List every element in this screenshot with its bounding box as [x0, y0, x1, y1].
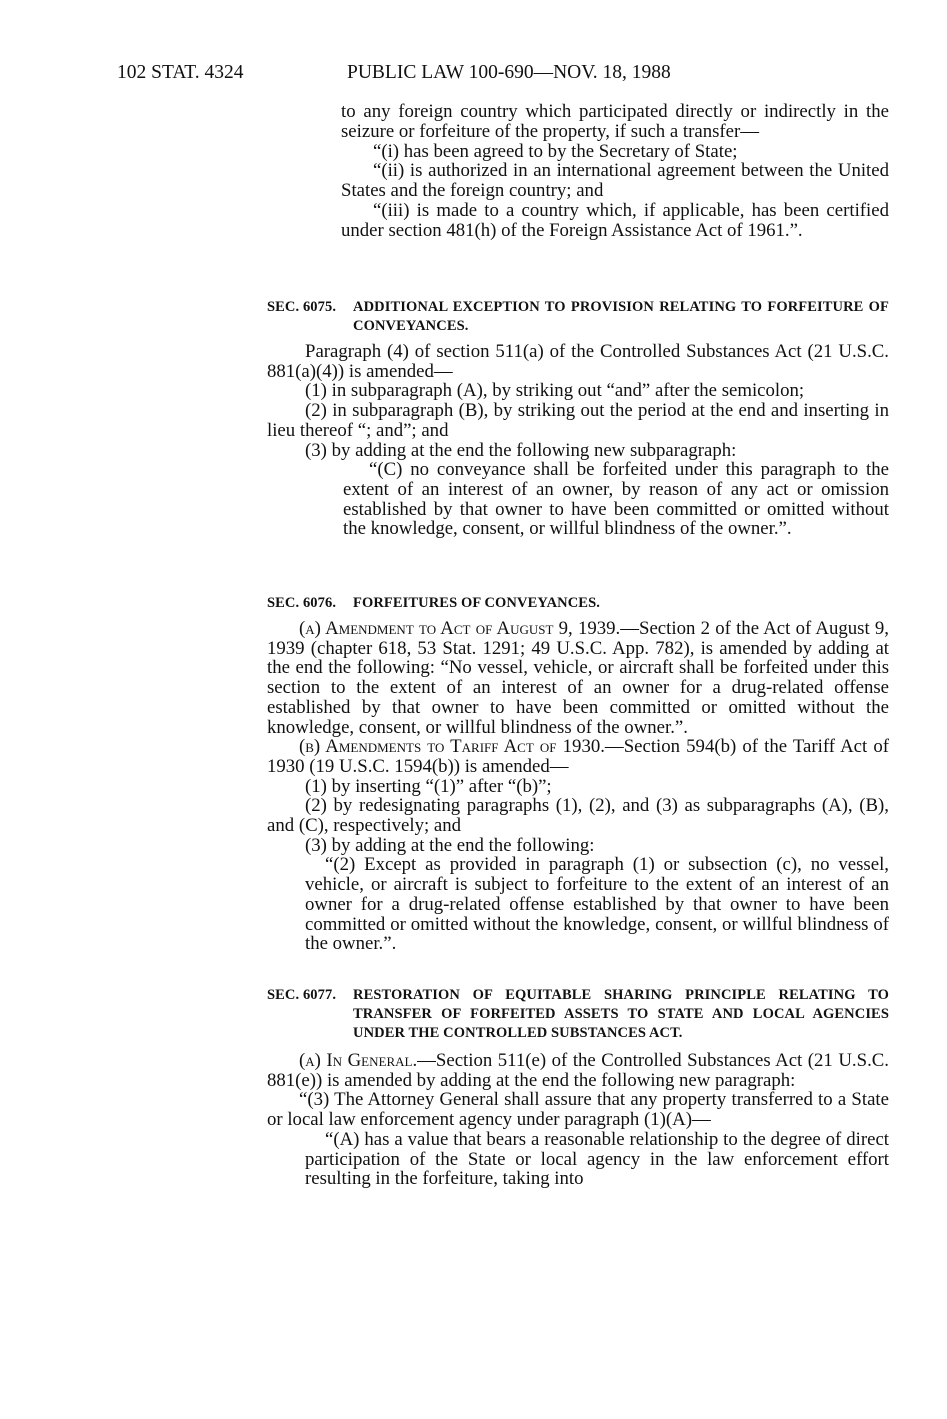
section-6077-heading [267, 986, 889, 1043]
subsection-a [267, 619, 889, 737]
subsection-a-text: —Section 511(e) of the Controlled Substances Act (21 U.S.C. 881(e)) is amended by adding at the end the following new paragraph: [267, 1050, 889, 1091]
continuation-block [341, 102, 889, 241]
subsection-b-para-3: (3) by adding at the end the following: [305, 834, 595, 856]
running-title: PUBLIC LAW 100-690—NOV. 18, 1988 [347, 62, 671, 83]
stat-page-number: 102 STAT. 4324 [117, 62, 244, 83]
section-title: FORFEITURES OF CONVEYANCES. [353, 595, 600, 611]
subsection-b-heading: (b) Amendments to Tariff Act of [299, 736, 557, 758]
section-6075-para-3: (3) by adding at the end the following new subparagraph: [305, 439, 737, 461]
section-title: RESTORATION OF EQUITABLE SHARING PRINCIPLE RELATING TO TRANSFER OF FORFEITED ASSETS TO STATE AND LOCAL AGENCIES UNDER THE CONTROLLED SUBSTANCES ACT. [353, 987, 889, 1041]
subsection-a-date: 9, 1939. [553, 618, 621, 639]
clause-ii: “(ii) is authorized in an international agreement between the United States and the foreign country; and [341, 160, 889, 202]
section-6075-para-1: (1) in subparagraph (A), by striking out “and” after the semicolon; [305, 380, 805, 402]
subsection-b-para-1: (1) by inserting “(1)” after “(b)”; [305, 775, 552, 797]
subparagraph-a-quote: “(A) has a value that bears a reasonable relationship to the degree of direct participation of the State or local agency in the law enforcement effort resulting in the forfeiture, taking into [305, 1128, 889, 1190]
subsection-b-text: —Section 594(b) of the Tariff Act of 1930 (19 U.S.C. 1594(b)) is amended— [267, 736, 889, 777]
section-number: SEC. 6076. [267, 595, 337, 611]
continuation-paragraph: to any foreign country which participated directly or indirectly in the seizure or forfeiture of the property, if such a transfer— [341, 101, 889, 142]
section-6075-quote: “(C) no conveyance shall be forfeited under this paragraph to the extent of an interest of an owner, by reason of any act or omission established by that owner to have been committed or omitted without the knowledge, consent, or willful blindness of the owner.”. [343, 459, 889, 540]
section-6075 [267, 298, 889, 539]
section-6077 [267, 986, 889, 1189]
subsection-a-text: —Section 2 of the Act of August 9, 1939 (chapter 618, 53 Stat. 1291; 49 U.S.C. App. 782), is amended by adding at the end the following: “No vessel, vehicle, or aircraft shall be forfeited under this section to the extent of an interest of an owner for a drug-related offense established by that owner to have been committed or omitted without the knowledge, consent, or willful blindness of the owner.”. [267, 618, 890, 738]
subsection-b-date: 1930. [556, 736, 605, 758]
subsection-a-heading: (a) Amendment to Act of August [299, 618, 554, 639]
section-6075-para-2: (2) in subparagraph (B), by striking out the period at the end and inserting in lieu thereof “; and”; and [267, 400, 889, 441]
subsection-b-para-2: (2) by redesignating paragraphs (1), (2), and (3) as subparagraphs (A), (B), and (C), respectively; and [267, 795, 889, 837]
section-number: SEC. 6077. [267, 987, 337, 1003]
subsection-b-quote: “(2) Except as provided in paragraph (1) or subsection (c), no vessel, vehicle, or aircraft is subject to forfeiture to the extent of an interest of an owner for a drug-related offense established by that owner to have been committed or omitted without the knowledge, consent, or willful blindness of the owner.”. [305, 854, 889, 955]
section-title: ADDITIONAL EXCEPTION TO PROVISION RELATING TO FORFEITURE OF CONVEYANCES. [353, 299, 889, 334]
section-number: SEC. 6075. [267, 299, 337, 315]
clause-i: “(i) has been agreed to by the Secretary of State; [373, 140, 738, 162]
section-6075-intro: Paragraph (4) of section 511(a) of the Controlled Substances Act (21 U.S.C. 881(a)(4)) is amended— [267, 341, 889, 382]
subsection-a [267, 1051, 889, 1090]
clause-iii: “(iii) is made to a country which, if applicable, has been certified under section 481(h) of the Foreign Assistance Act of 1961.”. [341, 199, 889, 241]
paragraph-3-quote: “(3) The Attorney General shall assure that any property transferred to a State or local law enforcement agency under paragraph (1)(A)— [267, 1089, 889, 1131]
subsection-a-heading: (a) In General. [299, 1050, 418, 1071]
section-6076-heading [267, 594, 889, 613]
section-6076 [267, 594, 889, 954]
section-6075-heading [267, 298, 889, 336]
subsection-b [267, 737, 889, 776]
